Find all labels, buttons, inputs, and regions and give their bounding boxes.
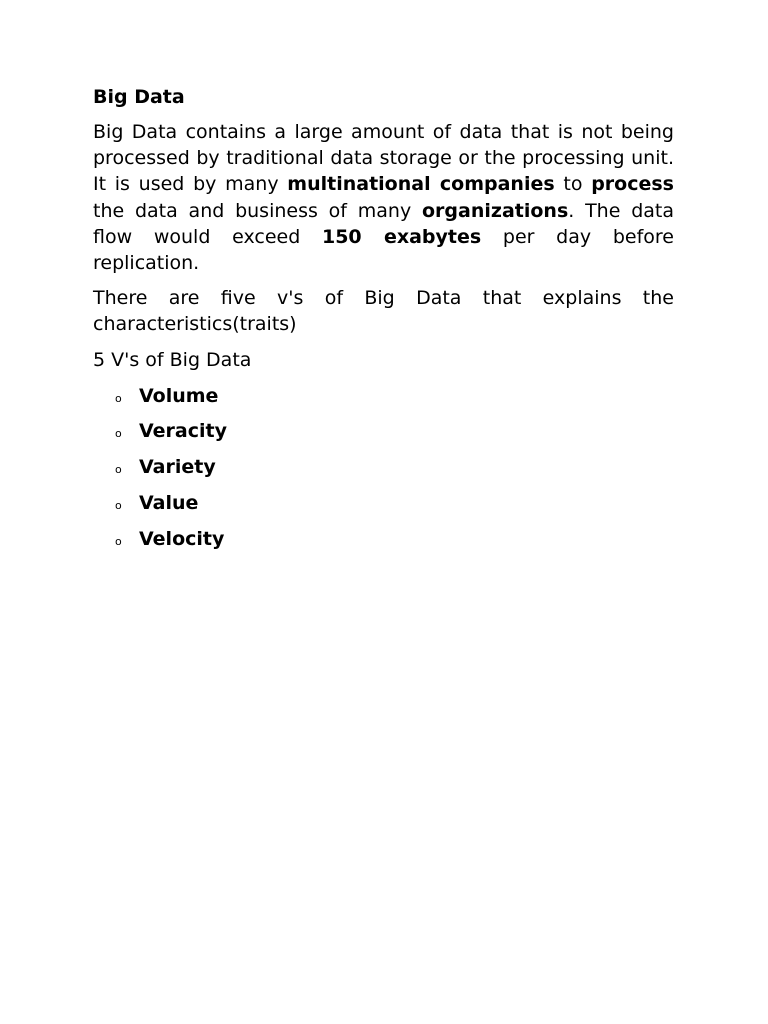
intro-text-3: the data and business of many: [93, 199, 422, 222]
list-item-label: Variety: [139, 456, 216, 479]
intro-bold-process: process: [591, 173, 674, 196]
list-item: [93, 383, 674, 409]
bullet-icon: o: [115, 427, 122, 441]
document-heading: Big Data: [93, 86, 185, 108]
list-item-label: Veracity: [139, 420, 227, 443]
intro-text-1: Big Data contains a large amount of data that is not being processed by traditional data storage or the processing unit. It is used by many: [93, 121, 674, 196]
bullet-icon: o: [115, 391, 122, 405]
intro-bold-multinational: multinational companies: [287, 173, 555, 196]
intro-text-5: per day before replication.: [93, 225, 674, 275]
list-item: [93, 490, 674, 516]
five-vs-paragraph: There are five v's of Big Data that explains the characteristics(traits): [93, 287, 674, 336]
list-item: [93, 418, 674, 444]
intro-bold-exabytes: 150 exabytes: [321, 225, 482, 248]
list-title: 5 V's of Big Data: [93, 348, 252, 371]
intro-bold-organizations: organizations: [422, 199, 569, 222]
five-vs-list: [93, 383, 674, 552]
bullet-icon: o: [115, 463, 122, 477]
intro-text-2: to: [554, 173, 592, 196]
list-item-label: Velocity: [139, 527, 225, 550]
list-item-label: Volume: [139, 384, 219, 407]
bullet-icon: o: [115, 534, 122, 548]
intro-text-4: . The data flow would exceed: [93, 199, 674, 248]
list-item: [93, 454, 674, 480]
list-item: [93, 526, 674, 552]
bullet-icon: o: [115, 499, 122, 513]
intro-paragraph: [93, 119, 674, 276]
list-item-label: Value: [139, 492, 199, 515]
